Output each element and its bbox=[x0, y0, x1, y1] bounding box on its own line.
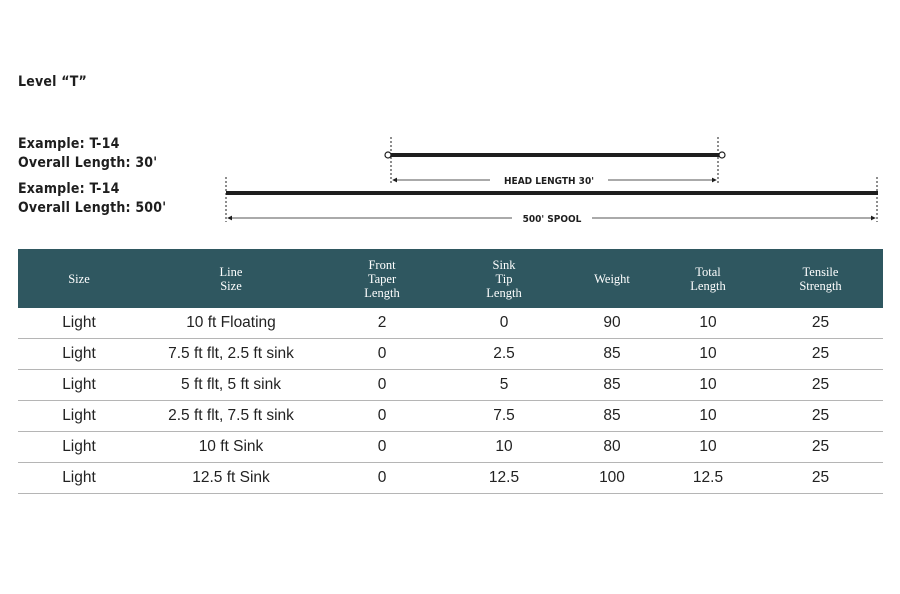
cell-sink-tip-length: 5 bbox=[442, 370, 566, 401]
header-size: Size bbox=[18, 249, 140, 308]
cell-tensile-strength: 25 bbox=[758, 401, 883, 432]
example-spool-length: Overall Length: 500' bbox=[18, 200, 167, 216]
cell-line-size: 7.5 ft flt, 2.5 ft sink bbox=[140, 339, 322, 370]
cell-total-length: 12.5 bbox=[658, 463, 758, 494]
cell-front-taper-length: 0 bbox=[322, 463, 442, 494]
cell-size: Light bbox=[18, 339, 140, 370]
cell-weight: 80 bbox=[566, 432, 658, 463]
table-header-row bbox=[18, 249, 883, 308]
cell-line-size: 10 ft Floating bbox=[140, 308, 322, 339]
header-tensile-strength: Tensile Strength bbox=[758, 249, 883, 308]
cell-size: Light bbox=[18, 370, 140, 401]
cell-tensile-strength: 25 bbox=[758, 339, 883, 370]
cell-front-taper-length: 0 bbox=[322, 432, 442, 463]
line-diagram bbox=[0, 0, 900, 240]
cell-sink-tip-length: 10 bbox=[442, 432, 566, 463]
cell-total-length: 10 bbox=[658, 370, 758, 401]
cell-weight: 85 bbox=[566, 370, 658, 401]
cell-front-taper-length: 0 bbox=[322, 339, 442, 370]
table-row bbox=[18, 432, 883, 463]
cell-size: Light bbox=[18, 432, 140, 463]
cell-line-size: 2.5 ft flt, 7.5 ft sink bbox=[140, 401, 322, 432]
spec-table bbox=[18, 249, 883, 494]
cell-sink-tip-length: 12.5 bbox=[442, 463, 566, 494]
cell-sink-tip-length: 7.5 bbox=[442, 401, 566, 432]
head-length-label: HEAD LENGTH 30' bbox=[504, 176, 594, 187]
cell-sink-tip-length: 0 bbox=[442, 308, 566, 339]
table-row bbox=[18, 463, 883, 494]
cell-front-taper-length: 0 bbox=[322, 370, 442, 401]
example-spool-name: Example: T-14 bbox=[18, 181, 120, 197]
cell-size: Light bbox=[18, 308, 140, 339]
table-row bbox=[18, 339, 883, 370]
cell-total-length: 10 bbox=[658, 308, 758, 339]
cell-weight: 85 bbox=[566, 339, 658, 370]
cell-weight: 100 bbox=[566, 463, 658, 494]
cell-total-length: 10 bbox=[658, 401, 758, 432]
cell-front-taper-length: 2 bbox=[322, 308, 442, 339]
cell-size: Light bbox=[18, 463, 140, 494]
header-front-taper-length: Front Taper Length bbox=[322, 249, 442, 308]
cell-size: Light bbox=[18, 401, 140, 432]
cell-tensile-strength: 25 bbox=[758, 308, 883, 339]
header-weight: Weight bbox=[566, 249, 658, 308]
section-title: Level “T” bbox=[18, 74, 87, 90]
table-row bbox=[18, 401, 883, 432]
cell-tensile-strength: 25 bbox=[758, 370, 883, 401]
cell-weight: 85 bbox=[566, 401, 658, 432]
table-row bbox=[18, 370, 883, 401]
cell-sink-tip-length: 2.5 bbox=[442, 339, 566, 370]
cell-weight: 90 bbox=[566, 308, 658, 339]
head-right-loop bbox=[719, 152, 725, 158]
cell-tensile-strength: 25 bbox=[758, 463, 883, 494]
table-row bbox=[18, 308, 883, 339]
cell-front-taper-length: 0 bbox=[322, 401, 442, 432]
cell-line-size: 12.5 ft Sink bbox=[140, 463, 322, 494]
cell-total-length: 10 bbox=[658, 432, 758, 463]
header-line-size: Line Size bbox=[140, 249, 322, 308]
cell-line-size: 10 ft Sink bbox=[140, 432, 322, 463]
cell-tensile-strength: 25 bbox=[758, 432, 883, 463]
spool-length-label: 500' SPOOL bbox=[522, 214, 582, 225]
cell-total-length: 10 bbox=[658, 339, 758, 370]
header-total-length: Total Length bbox=[658, 249, 758, 308]
header-sink-tip-length: Sink Tip Length bbox=[442, 249, 566, 308]
cell-line-size: 5 ft flt, 5 ft sink bbox=[140, 370, 322, 401]
head-left-loop bbox=[385, 152, 391, 158]
example-head-length: Overall Length: 30' bbox=[18, 155, 158, 171]
example-head-name: Example: T-14 bbox=[18, 136, 120, 152]
